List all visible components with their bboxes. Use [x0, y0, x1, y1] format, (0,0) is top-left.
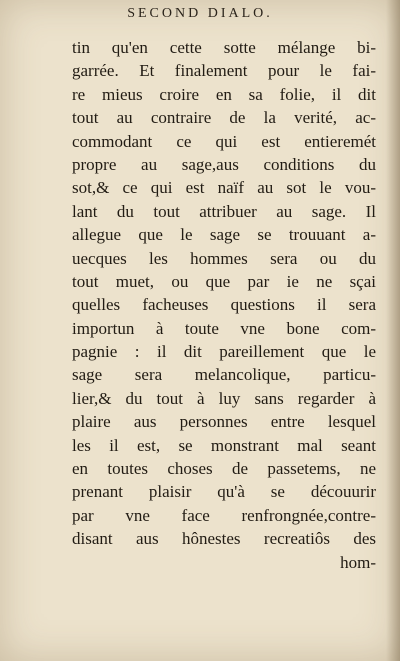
text-line: par vne face renfrongnée,contre- [72, 505, 376, 525]
page-edge-shadow [386, 0, 400, 661]
text-line: allegue que le sage se trouuant a- [72, 225, 376, 245]
text-line: re mieus croire en sa folie, il dit [72, 84, 376, 104]
text-line: tin qu'en cette sotte mélange bi- [72, 38, 376, 57]
text-line: tout au contraire de la verité, ac- [72, 108, 376, 128]
text-line: en toutes choses de passetems, ne [72, 459, 376, 479]
text-line: uecques les hommes sera ou du [72, 248, 376, 268]
running-head: SECOND DIALO. [127, 6, 273, 21]
text-line: tout muet, ou que par ie ne sçai [72, 271, 376, 291]
catchword: hom- [340, 552, 376, 572]
text-line: propre au sage,aus conditions du [72, 154, 376, 174]
text-line: lant du tout attribuer au sage. Il [72, 201, 376, 221]
text-line: les il est, se monstrant mal seant [72, 435, 376, 455]
text-line: prenant plaisir qu'à se découurir [72, 482, 376, 502]
body-text [72, 36, 376, 574]
text-line: garrée. Et finalement pour le fai- [72, 61, 376, 81]
text-line: pagnie : il dit pareillement que le [72, 342, 376, 362]
text-line: lier,& du tout à luy sans regarder à [72, 388, 376, 408]
text-line: sage sera melancolique, particu- [72, 365, 376, 385]
text-line: quelles facheuses questions il sera [72, 295, 376, 315]
text-line: commodant ce qui est entieremét [72, 131, 376, 151]
text-line: importun à toute vne bone com- [72, 318, 376, 338]
text-line: sot,& ce qui est naïf au sot le vou- [72, 178, 376, 198]
text-line: plaire aus personnes entre lesquel [72, 412, 376, 432]
text-line: disant aus hônestes recreatiôs des [72, 529, 376, 549]
